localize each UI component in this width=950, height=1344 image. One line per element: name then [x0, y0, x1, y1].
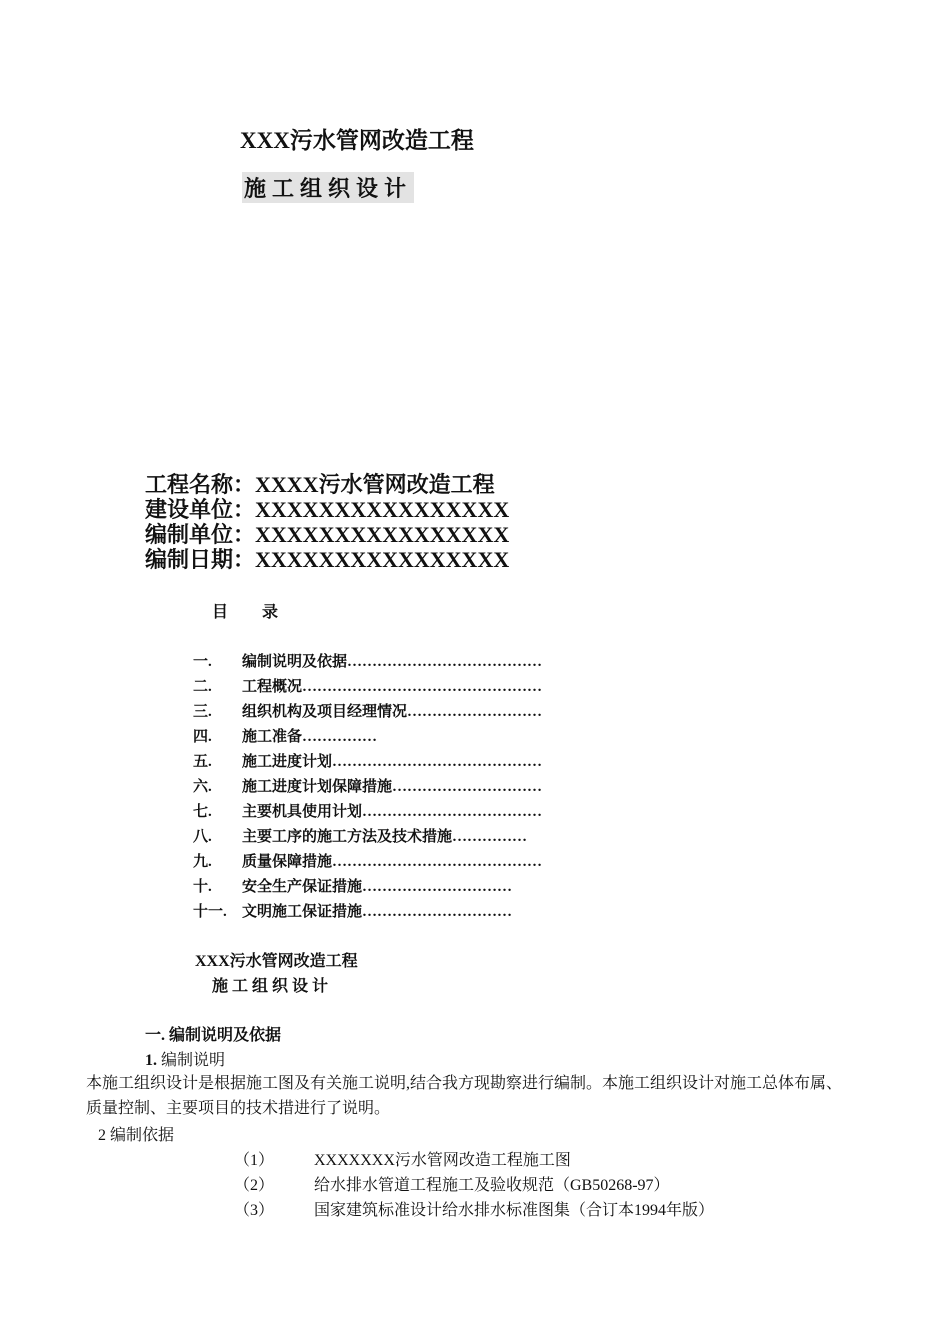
body-subtitle: 施工组织设计 [212, 978, 333, 995]
toc-item-number: 二. [193, 679, 212, 695]
compiling-date-value: XXXXXXXXXXXXXXXX [255, 547, 510, 572]
toc-item-text: 质量保障措施…………………………………… [242, 854, 543, 870]
toc-item-text: 工程概况………………………………………… [242, 679, 543, 695]
subsection-title: 编制说明 [161, 1052, 226, 1069]
toc-item-text: 主要机具使用计划……………………………… [242, 804, 543, 820]
project-name-line [145, 472, 495, 497]
toc-item-text: 主要工序的施工方法及技术措施…………… [242, 829, 528, 845]
reference-number: （1） [234, 1152, 275, 1169]
cover-title: XXX污水管网改造工程 [240, 128, 474, 153]
toc-item-number: 八. [193, 829, 212, 845]
construction-unit-value: XXXXXXXXXXXXXXXX [255, 497, 510, 522]
toc-item-number: 一. [193, 654, 212, 670]
project-name-value: XXXX污水管网改造工程 [255, 472, 495, 497]
project-name-label: 工程名称： [145, 472, 256, 497]
reference-text: 给水排水管道工程施工及验收规范（GB50268-97） [314, 1177, 670, 1194]
toc-item-number: 五. [193, 754, 212, 770]
toc-item-text: 施工进度计划保障措施………………………… [242, 779, 543, 795]
section-heading: 一. 编制说明及依据 [145, 1027, 282, 1044]
compiling-unit-value: XXXXXXXXXXXXXXXX [255, 522, 510, 547]
toc-item-number: 三. [193, 704, 212, 720]
construction-unit-label: 建设单位： [145, 497, 256, 522]
body-title: XXX污水管网改造工程 [195, 953, 358, 970]
subsection-heading: 2 编制依据 [98, 1127, 175, 1144]
reference-number: （3） [234, 1202, 275, 1219]
compiling-date-line [145, 547, 509, 572]
toc-item-text: 安全生产保证措施………………………… [242, 879, 513, 895]
compiling-unit-label: 编制单位： [145, 522, 256, 547]
toc-item-number: 四. [193, 729, 212, 745]
toc-item-text: 施工准备…………… [242, 729, 378, 745]
body-paragraph: 本施工组织设计是根据施工图及有关施工说明,结合我方现勘察进行编制。本施工组织设计对施工总体布属、质量控制、主要项目的技术措进行了说明。 [86, 1075, 843, 1117]
subsection-heading [145, 1047, 225, 1070]
toc-item-text: 组织机构及项目经理情况……………………… [242, 704, 543, 720]
subsection-number: 1. [145, 1052, 157, 1069]
toc-item-text: 编制说明及依据………………………………… [242, 654, 543, 670]
cover-subtitle: 施工组织设计 [242, 172, 414, 203]
toc-item-text: 文明施工保证措施………………………… [242, 904, 513, 920]
reference-number: （2） [234, 1177, 275, 1194]
toc-item-number: 七. [193, 804, 212, 820]
toc-title: 目 录 [212, 604, 279, 621]
compiling-date-label: 编制日期： [145, 547, 256, 572]
toc-item-text: 施工进度计划…………………………………… [242, 754, 543, 770]
toc-item-number: 六. [193, 779, 212, 795]
toc-item-number: 十一. [193, 904, 227, 920]
toc-item-number: 九. [193, 854, 212, 870]
reference-text: 国家建筑标准设计给水排水标准图集（合订本1994年版） [314, 1202, 715, 1219]
construction-unit-line [145, 497, 509, 522]
toc-item-number: 十. [193, 879, 212, 895]
reference-text: XXXXXXX污水管网改造工程施工图 [314, 1152, 571, 1169]
compiling-unit-line [145, 522, 509, 547]
